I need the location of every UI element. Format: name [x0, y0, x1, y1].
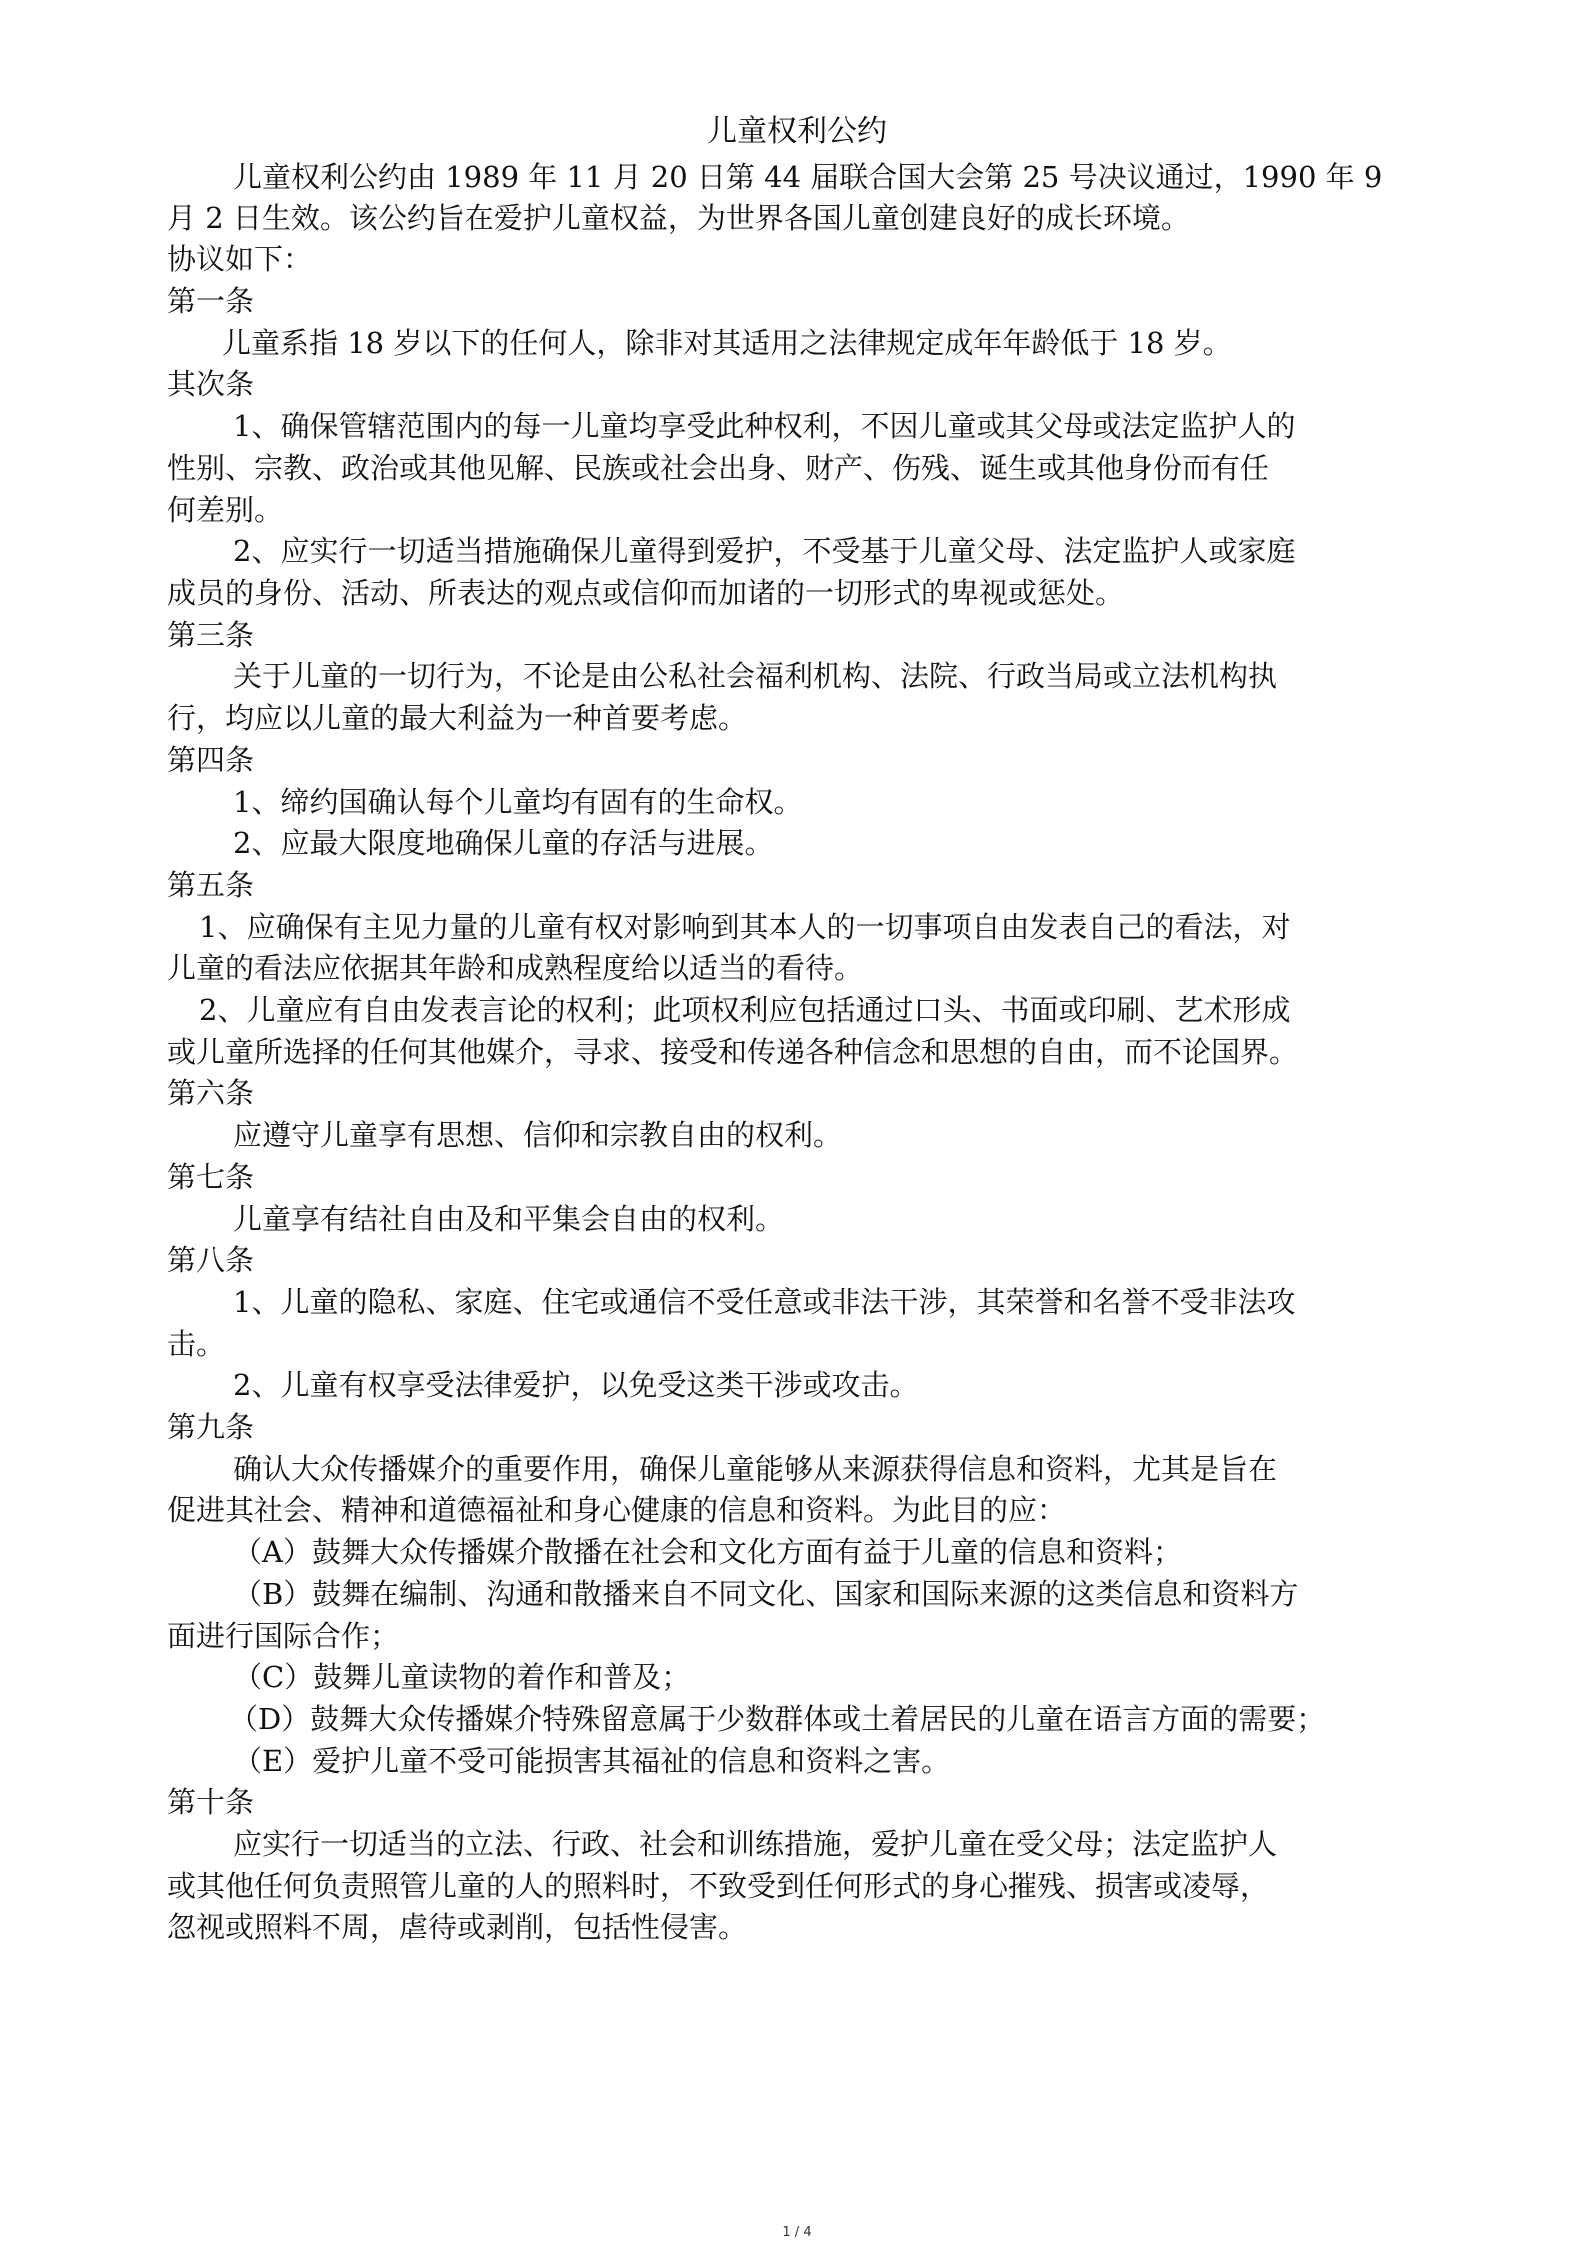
text-line: 面进行国际合作； — [167, 1619, 400, 1653]
article-heading: 第五条 — [167, 868, 255, 902]
text-line: 性别、宗教、政治或其他见解、民族或社会出身、财产、伤残、诞生或其他身份而有任 — [167, 451, 1270, 485]
text-line: 或儿童所选择的任何其他媒介，寻求、接受和传递各种信念和思想的自由，而不论国界。 — [167, 1035, 1299, 1069]
text-line: （D）鼓舞大众传播媒介特殊留意属于少数群体或土着居民的儿童在语言方面的需要； — [229, 1702, 1326, 1736]
text-line: 2、应实行一切适当措施确保儿童得到爱护，不受基于儿童父母、法定监护人或家庭 — [233, 534, 1296, 568]
article-heading: 其次条 — [167, 367, 255, 401]
text-line: 何差别。 — [167, 493, 284, 527]
text-line: 儿童系指 18 岁以下的任何人，除非对其适用之法律规定成年年龄低于 18 岁。 — [222, 326, 1232, 360]
text-line: 应遵守儿童享有思想、信仰和宗教自由的权利。 — [233, 1118, 843, 1152]
text-line: 2、儿童应有自由发表言论的权利；此项权利应包括通过口头、书面或印刷、艺术形成 — [199, 993, 1291, 1027]
article-heading: 第六条 — [167, 1076, 255, 1110]
text-line: 儿童享有结社自由及和平集会自由的权利。 — [233, 1202, 785, 1236]
text-line: （A）鼓舞大众传播媒介散播在社会和文化方面有益于儿童的信息和资料； — [233, 1535, 1182, 1569]
page-number: 1 / 4 — [782, 2225, 812, 2240]
text-line: 协议如下： — [167, 242, 313, 276]
text-line: 促进其社会、精神和道德福祉和身心健康的信息和资料。为此目的应： — [167, 1493, 1067, 1527]
text-line: 关于儿童的一切行为，不论是由公私社会福利机构、法院、行政当局或立法机构执 — [233, 659, 1278, 693]
article-heading: 第四条 — [167, 743, 255, 777]
text-line: 行，均应以儿童的最大利益为一种首要考虑。 — [167, 701, 748, 735]
text-line: 1、应确保有主见力量的儿童有权对影响到其本人的一切事项自由发表自己的看法，对 — [199, 910, 1291, 944]
text-line: 儿童的看法应依据其年龄和成熟程度给以适当的看待。 — [167, 951, 864, 985]
text-line: 月 2 日生效。该公约旨在爱护儿童权益，为世界各国儿童创建良好的成长环境。 — [167, 201, 1190, 235]
text-line: 确认大众传播媒介的重要作用，确保儿童能够从来源获得信息和资料，尤其是旨在 — [233, 1452, 1278, 1486]
article-heading: 第八条 — [167, 1243, 255, 1277]
text-line: 击。 — [167, 1327, 226, 1361]
document-title: 儿童权利公约 — [707, 114, 887, 149]
text-line: （C）鼓舞儿童读物的着作和普及； — [233, 1660, 691, 1694]
article-heading: 第七条 — [167, 1160, 255, 1194]
text-line: 儿童权利公约由 1989 年 11 月 20 日第 44 届联合国大会第 25 号决议通过，1990 年 9 — [233, 160, 1383, 194]
text-line: 1、确保管辖范围内的每一儿童均享受此种权利，不因儿童或其父母或法定监护人的 — [233, 409, 1296, 443]
article-heading: 第三条 — [167, 618, 255, 652]
text-line: （E）爱护儿童不受可能损害其福祉的信息和资料之害。 — [233, 1744, 951, 1778]
text-line: 2、应最大限度地确保儿童的存活与进展。 — [233, 826, 774, 860]
text-line: 1、缔约国确认每个儿童均有固有的生命权。 — [233, 785, 803, 819]
text-line: 或其他任何负责照管儿童的人的照料时，不致受到任何形式的身心摧残、损害或凌辱， — [167, 1869, 1270, 1903]
text-line: 应实行一切适当的立法、行政、社会和训练措施，爱护儿童在受父母；法定监护人 — [233, 1827, 1278, 1861]
article-heading: 第十条 — [167, 1785, 255, 1819]
text-line: 2、儿童有权享受法律爱护，以免受这类干涉或攻击。 — [233, 1368, 919, 1402]
article-heading: 第一条 — [167, 284, 255, 318]
text-line: 忽视或照料不周，虐待或剥削，包括性侵害。 — [167, 1910, 748, 1944]
article-heading: 第九条 — [167, 1410, 255, 1444]
text-line: 1、儿童的隐私、家庭、住宅或通信不受任意或非法干涉，其荣誉和名誉不受非法攻 — [233, 1285, 1296, 1319]
text-line: 成员的身份、活动、所表达的观点或信仰而加诸的一切形式的卑视或惩处。 — [167, 576, 1125, 610]
text-line: （B）鼓舞在编制、沟通和散播来自不同文化、国家和国际来源的这类信息和资料方 — [233, 1577, 1299, 1611]
